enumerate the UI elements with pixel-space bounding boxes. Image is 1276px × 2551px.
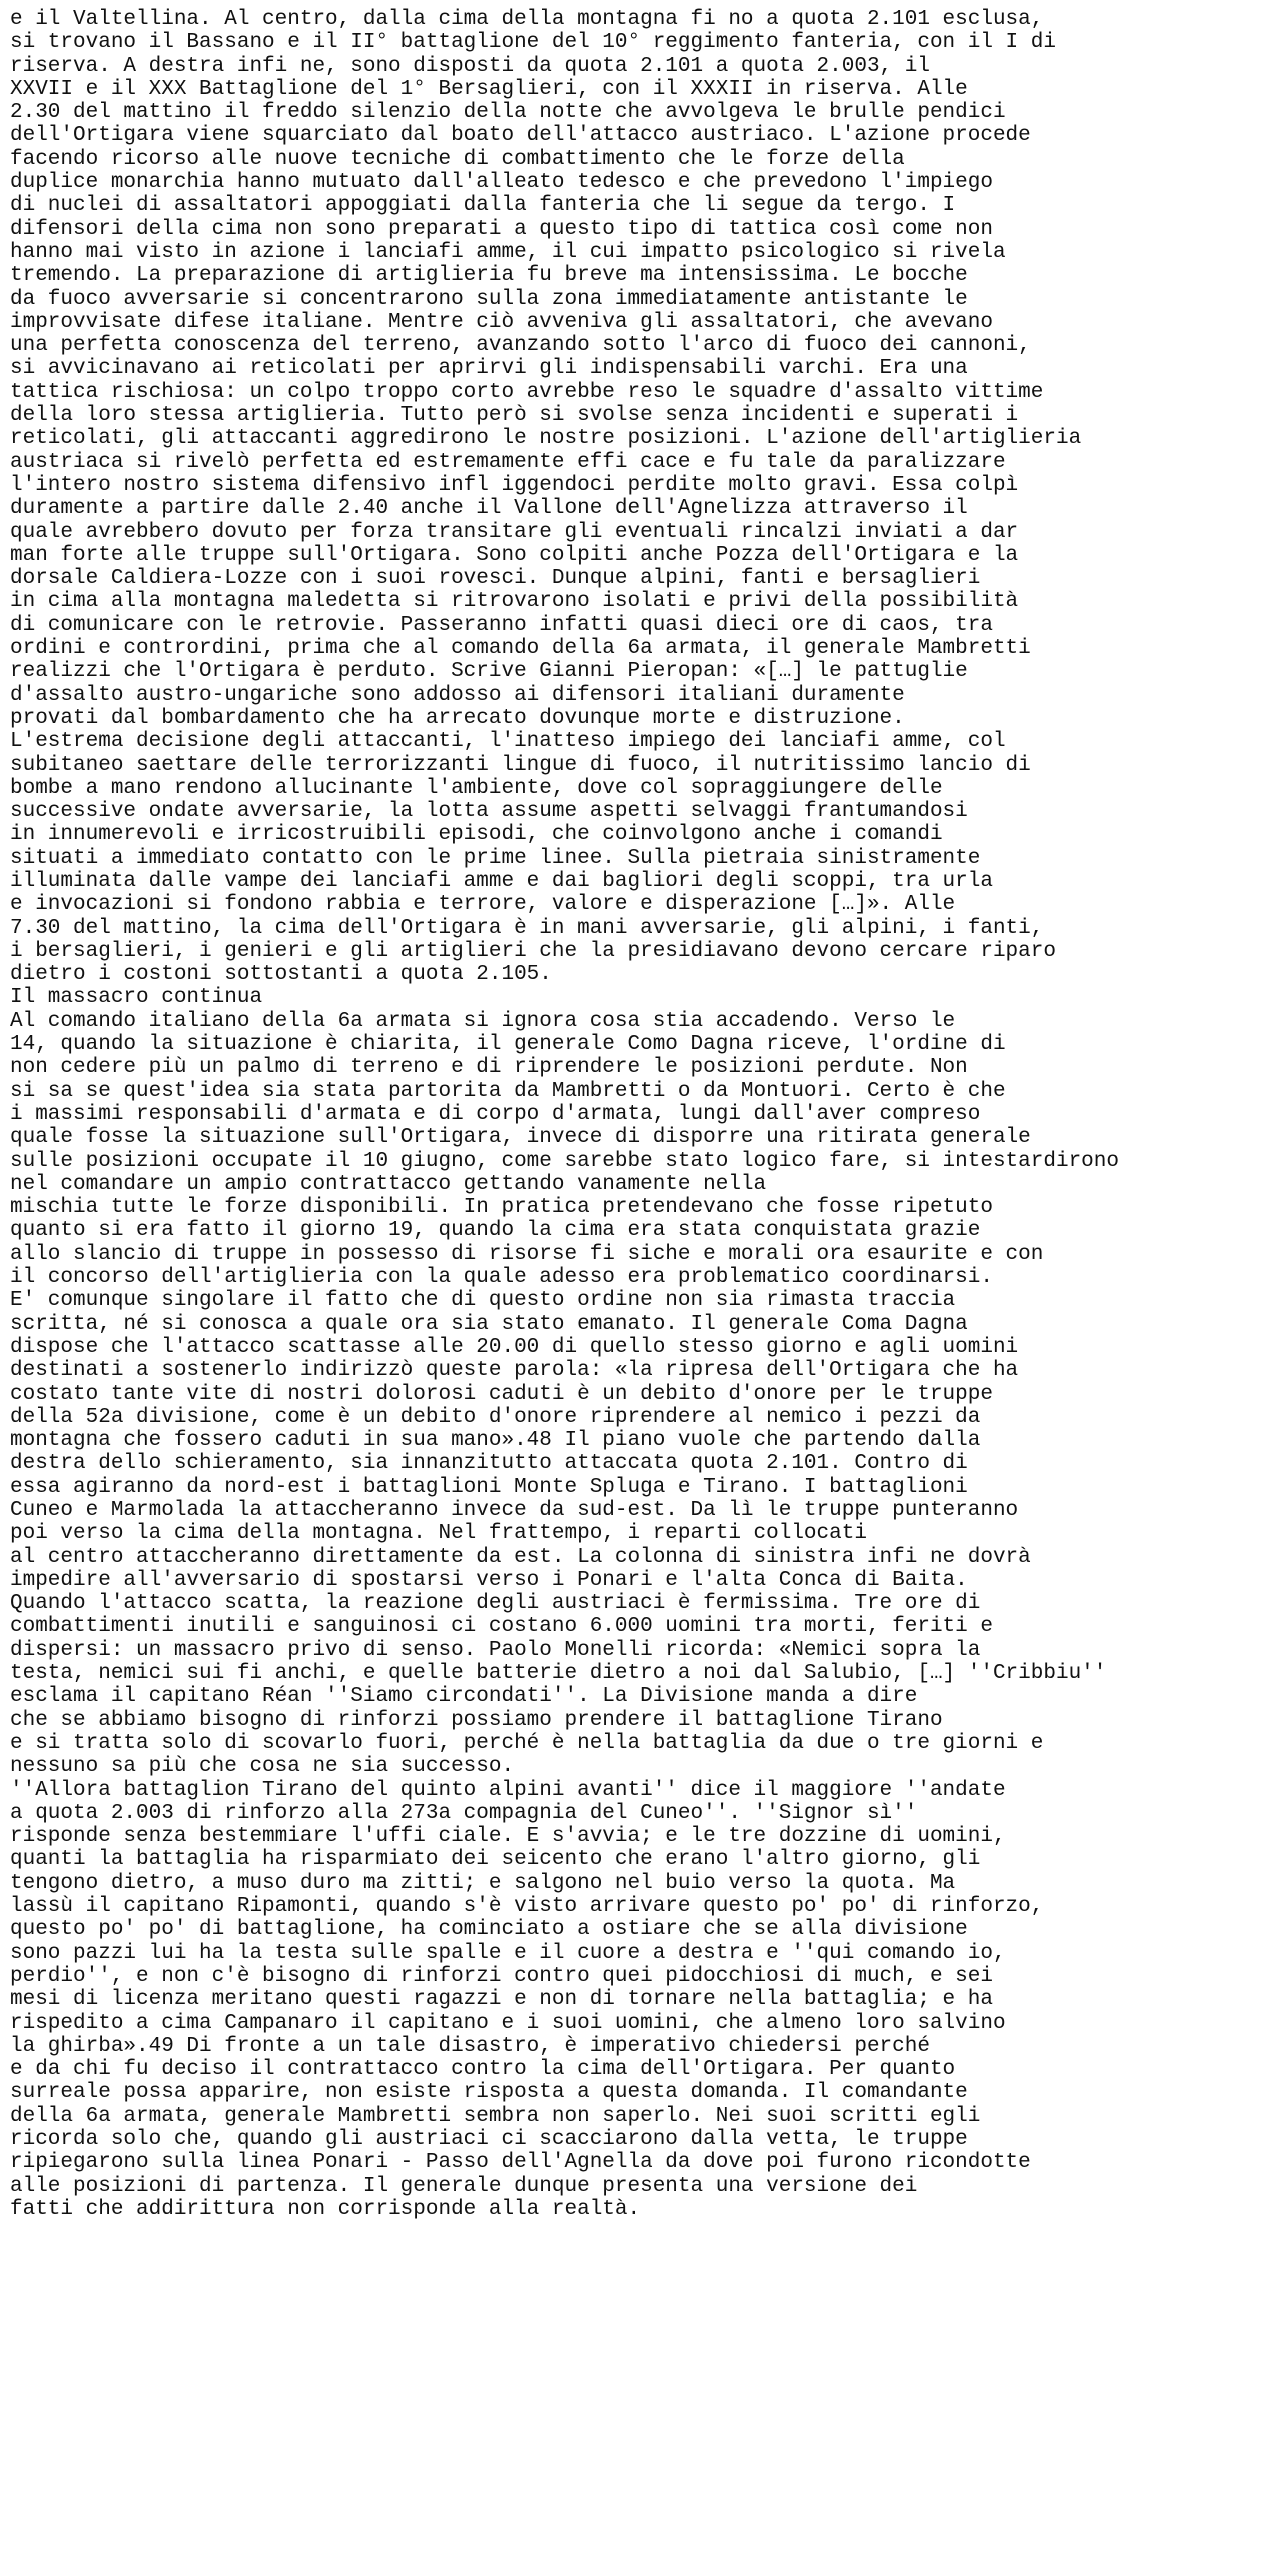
text-line: ricorda solo che, quando gli austriaci ci scacciarono dalla vetta, le truppe xyxy=(10,2128,968,2152)
text-line: combattimenti inutili e sanguinosi ci costano 6.000 uomini tra morti, feriti e xyxy=(10,1615,993,1639)
text-line: una perfetta conoscenza del terreno, avanzando sotto l'arco di fuoco dei cannoni, xyxy=(10,334,1031,358)
text-line: montagna che fossero caduti in sua mano».48 Il piano vuole che partendo dalla xyxy=(10,1429,981,1453)
text-line: esclama il capitano Réan ''Siamo circondati''. La Divisione manda a dire xyxy=(10,1685,918,1709)
text-line: realizzi che l'Ortigara è perduto. Scrive Gianni Pieropan: «[…] le pattuglie xyxy=(10,660,968,684)
text-line: alle posizioni di partenza. Il generale dunque presenta una versione dei xyxy=(10,2174,918,2198)
text-line: illuminata dalle vampe dei lanciafi amme e dai bagliori degli scoppi, tra urla xyxy=(10,869,993,893)
text-line: dietro i costoni sottostanti a quota 2.105. xyxy=(10,963,552,987)
text-line: a quota 2.003 di rinforzo alla 273a compagnia del Cuneo''. ''Signor sì'' xyxy=(10,1801,918,1825)
text-line: destra dello schieramento, sia innanzitutto attaccata quota 2.101. Contro di xyxy=(10,1452,968,1476)
text-line: scritta, né si conosca a quale ora sia stato emanato. Il generale Coma Dagna xyxy=(10,1312,968,1336)
text-line: bombe a mano rendono allucinante l'ambiente, dove col sopraggiungere delle xyxy=(10,776,943,800)
text-line: in innumerevoli e irricostruibili episodi, che coinvolgono anche i comandi xyxy=(10,823,943,847)
text-line: destinati a sostenerlo indirizzò queste parola: «la ripresa dell'Ortigara che ha xyxy=(10,1359,1019,1383)
text-line: tattica rischiosa: un colpo troppo corto avrebbe reso le squadre d'assalto vittime xyxy=(10,380,1044,404)
text-line: i massimi responsabili d'armata e di corpo d'armata, lungi dall'aver compreso xyxy=(10,1102,981,1126)
text-line: della 6a armata, generale Mambretti sembra non saperlo. Nei suoi scritti egli xyxy=(10,2104,981,2128)
text-line: Al comando italiano della 6a armata si ignora cosa stia accadendo. Verso le xyxy=(10,1009,956,1033)
text-line: poi verso la cima della montagna. Nel frattempo, i reparti collocati xyxy=(10,1522,867,1546)
text-line: hanno mai visto in azione i lanciafi amme, il cui impatto psicologico si rivela xyxy=(10,240,1006,264)
text-line: questo po' po' di battaglione, ha cominciato a ostiare che se alla divisione xyxy=(10,1918,968,1942)
text-line: surreale possa apparire, non esiste risposta a questa domanda. Il comandante xyxy=(10,2081,968,2105)
text-line: il concorso dell'artiglieria con la quale adesso era problematico coordinarsi. xyxy=(10,1266,993,1290)
text-line: sono pazzi lui ha la testa sulle spalle e il cuore a destra e ''qui comando io, xyxy=(10,1941,1006,1965)
text-line: nel comandare un ampio contrattacco gettando vanamente nella xyxy=(10,1172,767,1196)
text-line: non cedere più un palmo di terreno e di riprendere le posizioni perdute. Non xyxy=(10,1056,968,1080)
text-line: quanti la battaglia ha risparmiato dei seicento che erano l'altro giorno, gli xyxy=(10,1848,981,1872)
text-line: da fuoco avversarie si concentrarono sulla zona immediatamente antistante le xyxy=(10,287,968,311)
text-line: tengono dietro, a muso duro ma zitti; e salgono nel buio verso la quota. Ma xyxy=(10,1871,956,1895)
text-line: man forte alle truppe sull'Ortigara. Sono colpiti anche Pozza dell'Ortigara e la xyxy=(10,543,1019,567)
text-line: che se abbiamo bisogno di rinforzi possiamo prendere il battaglione Tirano xyxy=(10,1708,943,1732)
text-line: dorsale Caldiera-Lozze con i suoi rovesci. Dunque alpini, fanti e bersaglieri xyxy=(10,567,981,591)
text-line: nessuno sa più che cosa ne sia successo. xyxy=(10,1755,515,1779)
text-line: e si tratta solo di scovarlo fuori, perché è nella battaglia da due o tre giorni e xyxy=(10,1731,1044,1755)
text-line: la ghirba».49 Di fronte a un tale disastro, è imperativo chiedersi perché xyxy=(10,2034,930,2058)
text-line: dell'Ortigara viene squarciato dal boato dell'attacco austriaco. L'azione procede xyxy=(10,124,1031,148)
text-line: si sa se quest'idea sia stata partorita da Mambretti o da Montuori. Certo è che xyxy=(10,1079,1006,1103)
text-line: d'assalto austro-ungariche sono addosso ai difensori italiani duramente xyxy=(10,683,905,707)
text-line: riserva. A destra infi ne, sono disposti da quota 2.101 a quota 2.003, il xyxy=(10,54,930,78)
text-line: essa agiranno da nord-est i battaglioni Monte Spluga e Tirano. I battaglioni xyxy=(10,1475,968,1499)
text-line: provati dal bombardamento che ha arrecato dovunque morte e distruzione. xyxy=(10,706,905,730)
text-line: fatti che addirittura non corrisponde alla realtà. xyxy=(10,2197,641,2221)
text-line: quale fosse la situazione sull'Ortigara, invece di disporre una ritirata generale xyxy=(10,1126,1031,1150)
text-line: duplice monarchia hanno mutuato dall'alleato tedesco e che prevedono l'impiego xyxy=(10,171,993,195)
text-line: allo slancio di truppe in possesso di risorse fi siche e morali ora esaurite e con xyxy=(10,1242,1044,1266)
text-line: austriaca si rivelò perfetta ed estremamente effi cace e fu tale da paralizzare xyxy=(10,450,1006,474)
text-line: in cima alla montagna maledetta si ritrovarono isolati e privi della possibilità xyxy=(10,590,1019,614)
text-line: Quando l'attacco scatta, la reazione degli austriaci è fermissima. Tre ore di xyxy=(10,1592,981,1616)
text-line: reticolati, gli attaccanti aggredirono le nostre posizioni. L'azione dell'artiglieria xyxy=(10,427,1082,451)
text-line: ''Allora battaglion Tirano del quinto alpini avanti'' dice il maggiore ''andate xyxy=(10,1778,1006,1802)
text-line: al centro attaccheranno direttamente da est. La colonna di sinistra infi ne dovrà xyxy=(10,1545,1031,1569)
text-line: di comunicare con le retrovie. Passeranno infatti quasi dieci ore di caos, tra xyxy=(10,613,993,637)
text-line: e il Valtellina. Al centro, dalla cima della montagna fi no a quota 2.101 esclusa, xyxy=(10,8,1044,31)
text-line: 2.30 del mattino il freddo silenzio della notte che avvolgeva le brulle pendici xyxy=(10,101,1006,125)
text-line: della loro stessa artiglieria. Tutto però si svolse senza incidenti e superati i xyxy=(10,404,1019,428)
text-line: della 52a divisione, come è un debito d'onore riprendere al nemico i pezzi da xyxy=(10,1405,981,1429)
text-line: ordini e contrordini, prima che al comando della 6a armata, il generale Mambretti xyxy=(10,637,1031,661)
text-line: 14, quando la situazione è chiarita, il generale Como Dagna riceve, l'ordine di xyxy=(10,1033,1006,1057)
text-line: facendo ricorso alle nuove tecniche di combattimento che le forze della xyxy=(10,147,905,171)
text-line: risponde senza bestemmiare l'uffi ciale. E s'avvia; e le tre dozzine di uomini, xyxy=(10,1825,1006,1849)
text-line: e da chi fu deciso il contrattacco contro la cima dell'Ortigara. Per quanto xyxy=(10,2058,956,2082)
text-line: si avvicinavano ai reticolati per aprirvi gli indispensabili varchi. Era una xyxy=(10,357,968,381)
text-line: 7.30 del mattino, la cima dell'Ortigara è in mani avversarie, gli alpini, i fanti, xyxy=(10,916,1044,940)
text-line: testa, nemici sui fi anchi, e quelle batterie dietro a noi dal Salubio, […] ''Cribbiu'' xyxy=(10,1662,1107,1686)
text-line: tremendo. La preparazione di artiglieria fu breve ma intensissima. Le bocche xyxy=(10,264,968,288)
text-line: E' comunque singolare il fatto che di questo ordine non sia rimasta traccia xyxy=(10,1289,956,1313)
text-line: mesi di licenza meritano questi ragazzi e non di tornare nella battaglia; e ha xyxy=(10,1988,993,2012)
text-line: dispersi: un massacro privo di senso. Paolo Monelli ricorda: «Nemici sopra la xyxy=(10,1638,981,1662)
text-line: di nuclei di assaltatori appoggiati dalla fanteria che li segue da tergo. I xyxy=(10,194,956,218)
text-line: dispose che l'attacco scattasse alle 20.00 di quello stesso giorno e agli uomini xyxy=(10,1335,1019,1359)
text-line: lassù il capitano Ripamonti, quando s'è visto arrivare questo po' po' di rinforzo, xyxy=(10,1895,1044,1919)
text-line: l'intero nostro sistema difensivo infl iggendoci perdite molto gravi. Essa colpì xyxy=(10,473,1019,497)
text-line: rispedito a cima Campanaro il capitano e i suoi uomini, che almeno loro salvino xyxy=(10,2011,1006,2035)
text-line: quale avrebbero dovuto per forza transitare gli eventuali rincalzi inviati a dar xyxy=(10,520,1019,544)
text-line: sulle posizioni occupate il 10 giugno, come sarebbe stato logico fare, si intestardirono xyxy=(10,1149,1119,1173)
text-line: Cuneo e Marmolada la attaccheranno invece da sud-est. Da lì le truppe punteranno xyxy=(10,1499,1019,1522)
text-line: costato tante vite di nostri dolorosi caduti è un debito d'onore per le truppe xyxy=(10,1382,993,1406)
text-line: perdio'', e non c'è bisogno di rinforzi contro quei pidocchiosi di much, e sei xyxy=(10,1964,993,1988)
text-line: si trovano il Bassano e il II° battaglione del 10° reggimento fanteria, con il I di xyxy=(10,31,1056,55)
text-line: L'estrema decisione degli attaccanti, l'inatteso impiego dei lanciafi amme, col xyxy=(10,730,1006,754)
text-line: i bersaglieri, i genieri e gli artiglieri che la presidiavano devono cercare riparo xyxy=(10,939,1056,963)
text-line: improvvisate difese italiane. Mentre ciò avveniva gli assaltatori, che avevano xyxy=(10,310,993,334)
text-line: e invocazioni si fondono rabbia e terrore, valore e disperazione […]». Alle xyxy=(10,893,956,917)
text-line: ripiegarono sulla linea Ponari - Passo dell'Agnella da dove poi furono ricondotte xyxy=(10,2151,1031,2175)
text-line: situati a immediato contatto con le prime linee. Sulla pietraia sinistramente xyxy=(10,846,981,870)
text-line: XXVII e il XXX Battaglione del 1° Bersaglieri, con il XXXII in riserva. Alle xyxy=(10,77,968,101)
text-line: mischia tutte le forze disponibili. In pratica pretendevano che fosse ripetuto xyxy=(10,1196,993,1220)
text-line: Il massacro continua xyxy=(10,986,263,1010)
text-line: successive ondate avversarie, la lotta assume aspetti selvaggi frantumandosi xyxy=(10,800,968,824)
text-line: subitaneo saettare delle terrorizzanti lingue di fuoco, il nutritissimo lancio di xyxy=(10,753,1031,777)
text-line: impedire all'avversario di spostarsi verso i Ponari e l'alta Conca di Baita. xyxy=(10,1568,968,1592)
text-line: difensori della cima non sono preparati a questo tipo di tattica così come non xyxy=(10,217,993,241)
text-line: duramente a partire dalle 2.40 anche il Vallone dell'Agnelizza attraverso il xyxy=(10,497,968,521)
text-line: quanto si era fatto il giorno 19, quando la cima era stata conquistata grazie xyxy=(10,1219,981,1243)
